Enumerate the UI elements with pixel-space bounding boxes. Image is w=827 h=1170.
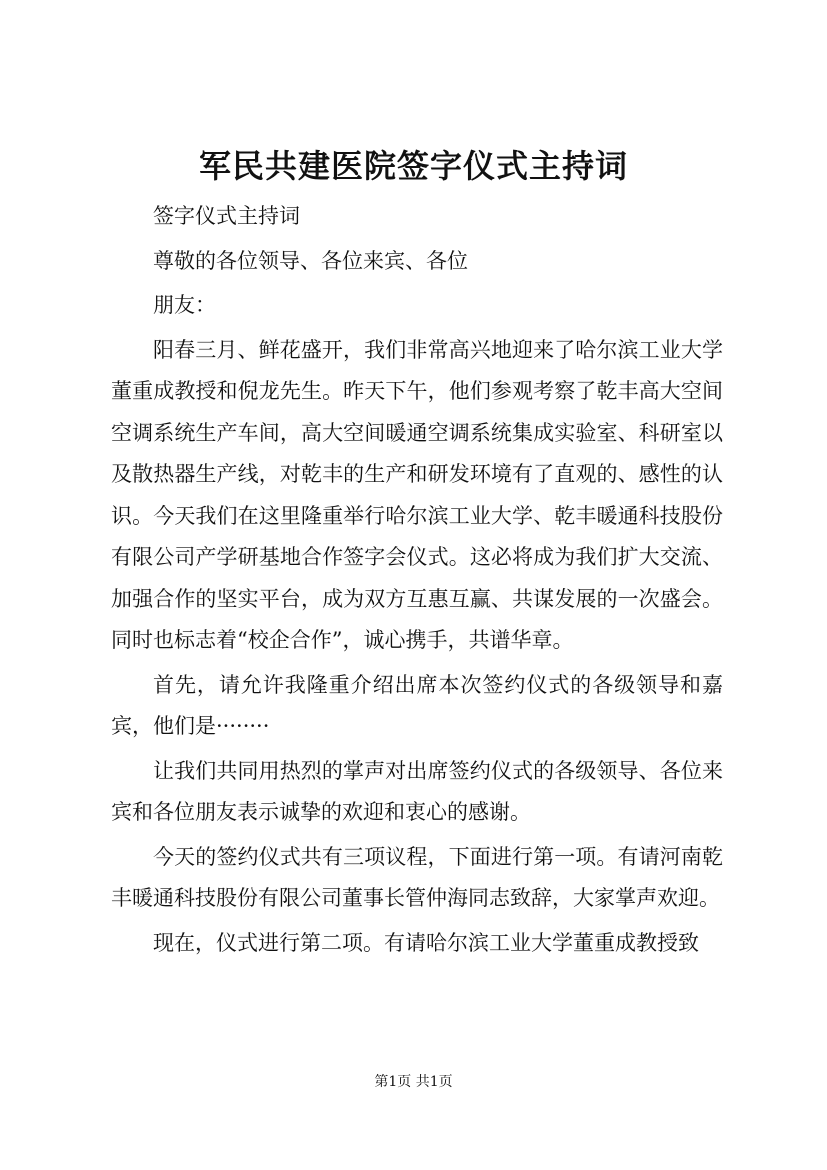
paragraph-introduction: 首先，请允许我隆重介绍出席本次签约仪式的各级领导和嘉宾，他们是········ [111,672,723,738]
document-title: 军民共建医院签字仪式主持词 [198,147,628,185]
paragraph-subtitle: 签字仪式主持词 [153,204,300,228]
paragraph-welcome: 让我们共同用热烈的掌声对出席签约仪式的各级领导、各位来宾和各位朋友表示诚挚的欢迎和衷心的感谢。 [111,758,723,824]
paragraph-agenda-two: 现在，仪式进行第二项。有请哈尔滨工业大学董重成教授致 [153,930,699,955]
paragraph-agenda-one: 今天的签约仪式共有三项议程，下面进行第一项。有请河南乾丰暖通科技股份有限公司董事长管仲海同志致辞，大家掌声欢迎。 [111,844,723,910]
paragraph-salutation-end: 朋友： [153,293,216,317]
document-body [111,196,723,967]
page-footer: 第1页 共1页 [374,1074,453,1090]
paragraph-opening: 阳春三月、鲜花盛开，我们非常高兴地迎来了哈尔滨工业大学董重成教授和倪龙先生。昨天下午，他们参观考察了乾丰高大空间空调系统生产车间，高大空间暖通空调系统集成实验室、科研室以及散热器生产线，对乾丰的生产和研发环境有了直观的、感性的认识。今天我们在这里隆重举行哈尔滨工业大学、乾丰暖通科技股份有限公司产学研基地合作签字会仪式。这必将成为我们扩大交流、加强合作的坚实平台，成为双方互惠互赢、共谋发展的一次盛会。同时也标志着“校企合作”，诚心携手，共谱华章。 [111,337,723,652]
paragraph-salutation: 尊敬的各位领导、各位来宾、各位 [153,248,468,273]
